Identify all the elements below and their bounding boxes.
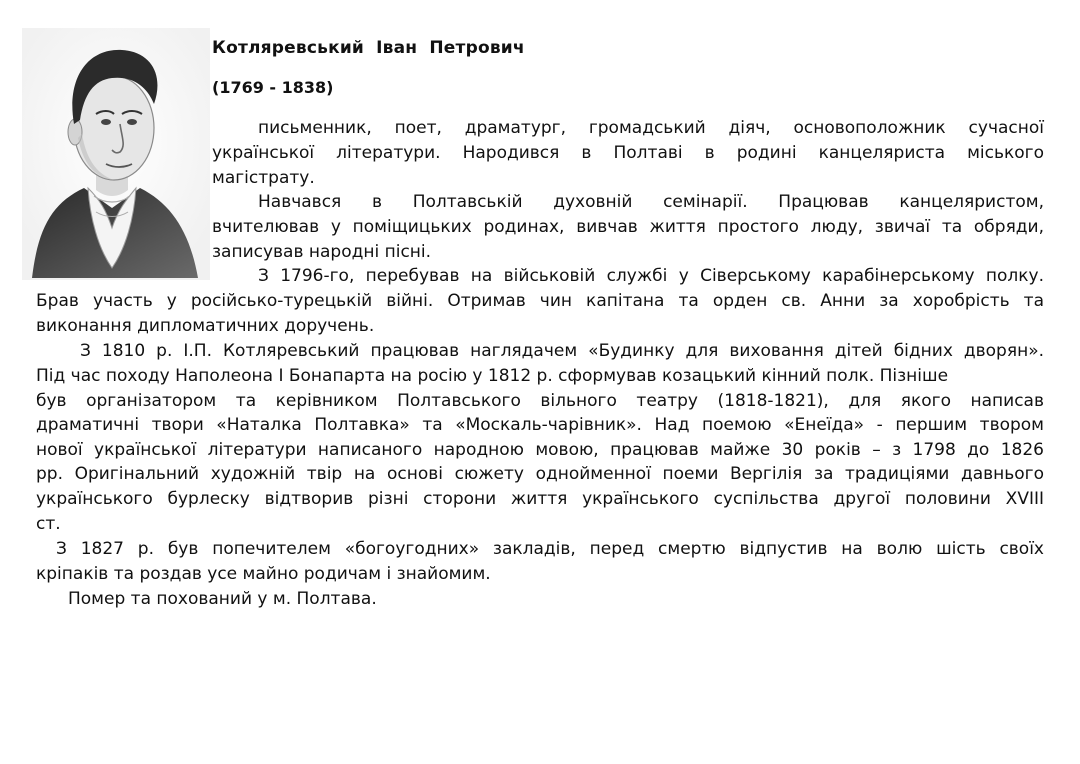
text-line: письменник, поет, драматург, громадський діяч, основоположник сучасної: [258, 118, 1044, 138]
text-line: української літератури. Народився в Полтаві в родині канцеляриста міського: [212, 143, 1044, 163]
text-line: Помер та похований у м. Полтава.: [68, 589, 377, 609]
text-line: З 1796-го, перебував на військовій службі у Сіверському карабінерському полку.: [258, 266, 1044, 286]
text-line: драматичні твори «Наталка Полтавка» та «Москаль-чарівник». Над поемою «Енеїда» - першим твором: [36, 415, 1044, 435]
portrait-image: [22, 28, 210, 280]
life-years: (1769 - 1838): [212, 78, 334, 97]
text-line: був організатором та керівником Полтавського вільного театру (1818-1821), для якого написав: [36, 391, 1044, 411]
text-line: З 1827 р. був попечителем «богоугодних» закладів, перед смертю відпустив на волю шість своїх: [56, 539, 1044, 559]
text-line: виконання дипломатичних доручень.: [36, 316, 375, 336]
text-line: записував народні пісні.: [212, 242, 432, 262]
text-line: ст.: [36, 514, 61, 534]
text-line: рр. Оригінальний художній твір на основі сюжету однойменної поеми Вергілія за традиціями давнього: [36, 464, 1044, 484]
text-line: вчителював у поміщицьких родинах, вивчав життя простого люду, звичаї та обряди,: [212, 217, 1044, 237]
text-line: українського бурлеску відтворив різні сторони життя українського суспільства другої половини XVIII: [36, 489, 1044, 509]
text-line: Навчався в Полтавській духовній семінарії. Працював канцеляристом,: [258, 192, 1044, 212]
text-line: магістрату.: [212, 168, 315, 188]
text-line: Брав участь у російсько-турецькій війні. Отримав чин капітана та орден св. Анни за хоробрість та: [36, 291, 1044, 311]
person-name: Котляревський Іван Петрович: [212, 38, 525, 58]
text-line: нової української літератури написаного народною мовою, працював майже 30 років – з 1798 до 1826: [36, 440, 1044, 460]
text-line: Під час походу Наполеона І Бонапарта на росію у 1812 р. сформував козацький кінний полк. Пізніше: [36, 366, 949, 386]
text-line: кріпаків та роздав усе майно родичам і знайомим.: [36, 564, 491, 584]
text-line: З 1810 р. І.П. Котляревський працював наглядачем «Будинку для виховання дітей бідних дворян».: [80, 341, 1044, 361]
